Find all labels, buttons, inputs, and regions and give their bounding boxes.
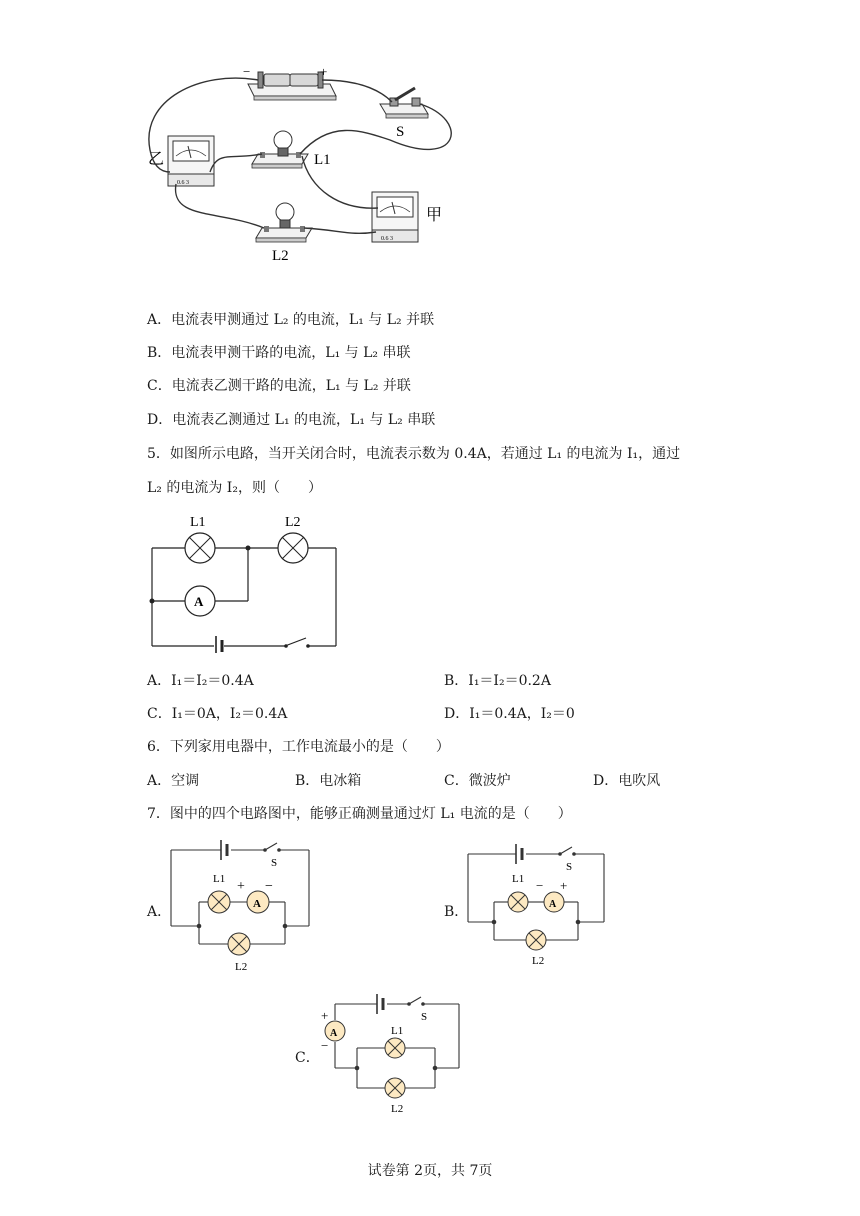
option-letter: B．: [147, 345, 172, 361]
q7-option-c-label[interactable]: C．: [295, 1050, 320, 1066]
q5-option-c[interactable]: C．I₁＝0A，I₂＝0.4A: [147, 706, 288, 722]
q7-stem: 7．图中的四个电路图中，能够正确测量通过灯 L₁ 电流的是（ ）: [147, 806, 572, 822]
svg-text:S: S: [566, 861, 573, 873]
option-letter: D．: [147, 412, 173, 428]
svg-text:0.6 3: 0.6 3: [381, 236, 393, 242]
switch-label: S: [396, 124, 405, 140]
ammeter-left: [168, 136, 214, 186]
option-text: 电流表乙测干路的电流，L₁ 与 L₂ 并联: [171, 378, 411, 394]
svg-text:L2: L2: [391, 1103, 404, 1115]
meter-left-label: 乙: [148, 151, 165, 168]
svg-text:−: −: [265, 879, 273, 894]
q5-option-a[interactable]: A．I₁＝I₂＝0.4A: [147, 673, 254, 689]
q5-ammeter-label: A: [194, 594, 204, 609]
lamp-l1: [252, 131, 308, 168]
q7-circuit-a[interactable]: [165, 836, 315, 976]
svg-text:+: +: [560, 878, 568, 893]
q7-option-b-label[interactable]: B．: [444, 904, 469, 920]
svg-text:A: A: [330, 1028, 338, 1039]
q5-l2-label: L2: [285, 515, 301, 530]
svg-text:+: +: [237, 879, 245, 894]
option-text: 电流表甲测干路的电流，L₁ 与 L₂ 串联: [171, 345, 411, 361]
lamp-l1-label: L1: [314, 152, 331, 168]
q7-circuit-b[interactable]: [462, 840, 612, 980]
lamp-l2-label: L2: [272, 248, 289, 264]
q5-stem-line2: L₂ 的电流为 I₂，则（ ）: [147, 480, 322, 496]
q4-option-c[interactable]: [147, 376, 411, 396]
lamp-l2: [256, 203, 312, 242]
q6-option-c[interactable]: C．微波炉: [444, 773, 511, 789]
option-letter: A．: [147, 312, 172, 328]
q5-stem-line1: 5．如图所示电路，当开关闭合时，电流表示数为 0.4A，若通过 L₁ 的电流为 I₁，通过: [147, 446, 681, 462]
svg-text:L2: L2: [235, 961, 248, 973]
battery-minus-label: −: [243, 64, 251, 79]
battery-plus-label: +: [320, 64, 328, 79]
svg-text:−: −: [536, 878, 544, 893]
option-text: 电流表甲测通过 L₂ 的电流，L₁ 与 L₂ 并联: [171, 312, 435, 328]
q7-option-a-label[interactable]: A．: [147, 904, 172, 920]
page-footer: 试卷第 2页，共 7页: [367, 1163, 493, 1179]
q6-option-a[interactable]: A．空调: [147, 773, 200, 789]
q5-lamp-l2: [278, 533, 308, 563]
meter-right-label: 甲: [426, 207, 443, 224]
q5-l1-label: L1: [190, 515, 206, 530]
svg-text:L1: L1: [213, 873, 226, 885]
svg-text:L1: L1: [512, 873, 525, 885]
svg-text:L1: L1: [391, 1025, 404, 1037]
q4-option-d[interactable]: [147, 410, 435, 430]
q4-option-a[interactable]: [147, 310, 434, 330]
svg-text:S: S: [271, 857, 278, 869]
option-letter: C．: [147, 378, 172, 394]
svg-text:S: S: [421, 1011, 428, 1023]
option-text: 电流表乙测通过 L₁ 的电流，L₁ 与 L₂ 串联: [172, 412, 436, 428]
q4-apparatus-figure: [140, 60, 460, 275]
q5-lamp-l1: [185, 533, 215, 563]
q5-option-d[interactable]: D．I₁＝0.4A，I₂＝0: [444, 706, 575, 722]
q6-stem: 6．下列家用电器中，工作电流最小的是（ ）: [147, 739, 450, 755]
q5-circuit-diagram: [140, 508, 350, 653]
ammeter-right: [372, 192, 418, 242]
svg-text:A: A: [253, 898, 261, 910]
switch: [380, 88, 428, 118]
svg-text:L2: L2: [532, 955, 545, 967]
svg-text:A: A: [549, 899, 557, 910]
q6-option-d[interactable]: D．电吹风: [593, 773, 661, 789]
svg-text:−: −: [321, 1038, 329, 1053]
q7-circuit-c[interactable]: [315, 990, 465, 1120]
svg-text:+: +: [321, 1008, 329, 1023]
q5-option-b[interactable]: B．I₁＝I₂＝0.2A: [444, 673, 551, 689]
svg-text:0.6 3: 0.6 3: [177, 180, 189, 186]
q6-option-b[interactable]: B．电冰箱: [295, 773, 362, 789]
q4-option-b[interactable]: [147, 343, 410, 363]
